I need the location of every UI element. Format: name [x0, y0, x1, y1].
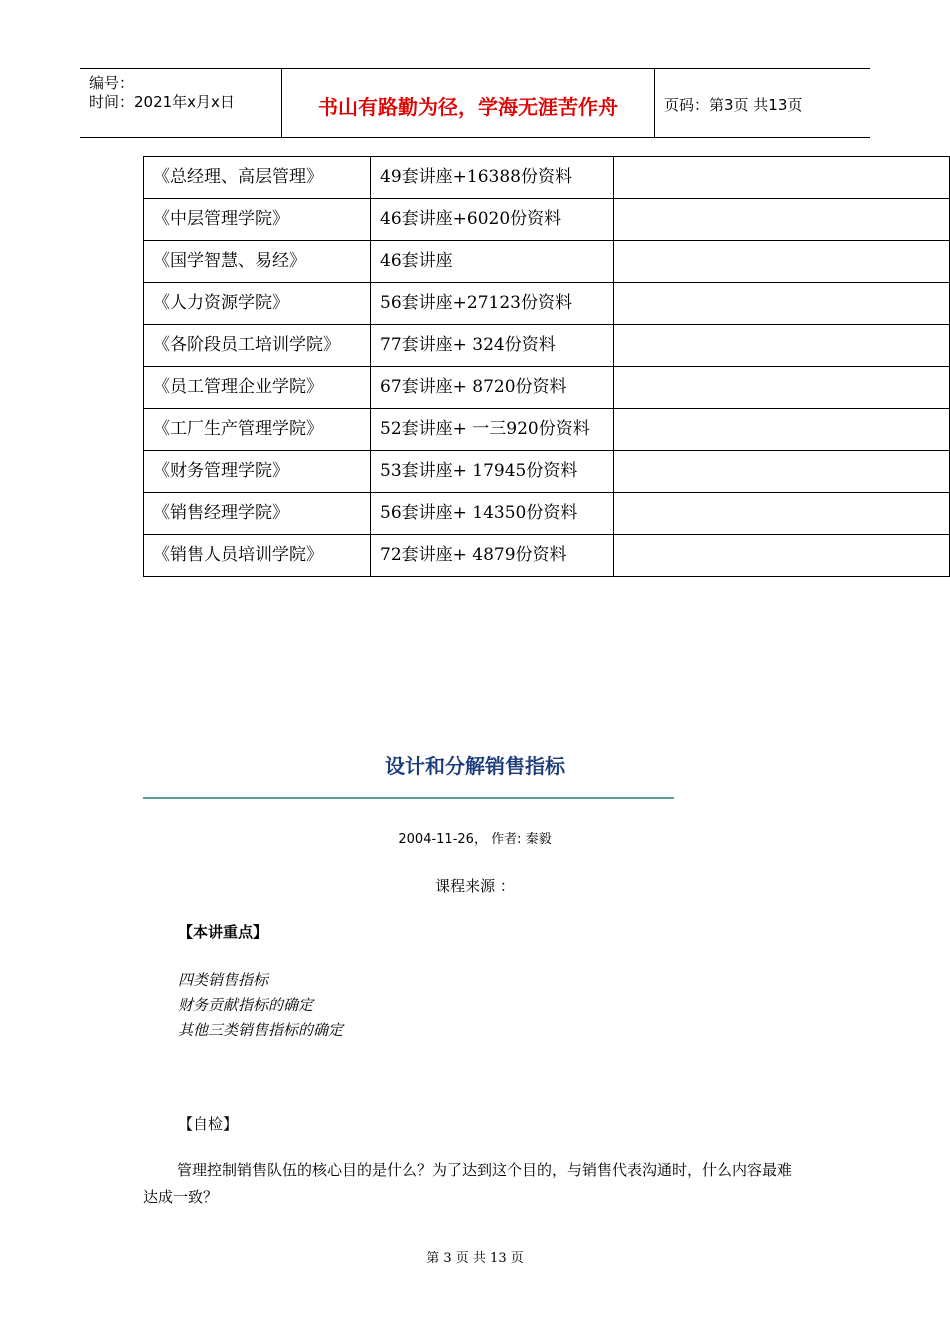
table-cell-name: 《国学智慧、易经》	[144, 241, 371, 283]
table-cell-note	[614, 241, 950, 283]
table-cell-content: 56套讲座+ 14350份资料	[371, 493, 614, 535]
page-footer: 第 3 页 共 13 页	[426, 1251, 524, 1266]
table-cell-note	[614, 199, 950, 241]
header-page-cell	[655, 69, 870, 137]
key-points-heading: 【本讲重点】	[178, 923, 269, 941]
key-point: 财务贡献指标的确定	[178, 996, 314, 1014]
table-cell-content: 49套讲座+16388份资料	[371, 157, 614, 199]
table-cell-name: 《中层管理学院》	[144, 199, 371, 241]
title-divider	[143, 797, 674, 799]
table-cell-name: 《人力资源学院》	[144, 283, 371, 325]
table-cell-name: 《财务管理学院》	[144, 451, 371, 493]
table-cell-note	[614, 451, 950, 493]
self-check-heading: 【自检】	[178, 1115, 239, 1133]
header-motto-cell	[282, 69, 655, 137]
table-row	[144, 283, 950, 325]
page-info: 页码：第3页 共13页	[664, 96, 803, 114]
header-info-cell	[80, 69, 282, 137]
table-row	[144, 199, 950, 241]
table-cell-content: 46套讲座	[371, 241, 614, 283]
table-cell-note	[614, 493, 950, 535]
key-points-list	[178, 968, 343, 1043]
time-label: 时间：2021年x月x日	[89, 93, 235, 111]
table-cell-content: 52套讲座+ 一三920份资料	[371, 409, 614, 451]
key-point: 其他三类销售指标的确定	[178, 1021, 344, 1039]
table-cell-content: 56套讲座+27123份资料	[371, 283, 614, 325]
table-cell-note	[614, 409, 950, 451]
table-cell-note	[614, 325, 950, 367]
table-cell-content: 67套讲座+ 8720份资料	[371, 367, 614, 409]
table-row	[144, 409, 950, 451]
table-cell-name: 《员工管理企业学院》	[144, 367, 371, 409]
serial-label: 编号：	[89, 74, 135, 92]
table-cell-content: 46套讲座+6020份资料	[371, 199, 614, 241]
table-row	[144, 325, 950, 367]
table-cell-content: 77套讲座+ 324份资料	[371, 325, 614, 367]
key-point: 四类销售指标	[178, 971, 269, 989]
table-row	[144, 367, 950, 409]
table-cell-note	[614, 157, 950, 199]
table-cell-name: 《工厂生产管理学院》	[144, 409, 371, 451]
table-row	[144, 451, 950, 493]
course-source: 课程来源 ：	[435, 877, 515, 895]
table-row	[144, 535, 950, 577]
table-row	[144, 157, 950, 199]
table-cell-note	[614, 535, 950, 577]
table-row	[144, 493, 950, 535]
page-header	[80, 68, 870, 138]
table-cell-name: 《总经理、高层管理》	[144, 157, 371, 199]
table-cell-name: 《各阶段员工培训学院》	[144, 325, 371, 367]
motto: 书山有路勤为径，学海无涯苦作舟	[318, 95, 618, 119]
table-cell-content: 72套讲座+ 4879份资料	[371, 535, 614, 577]
article-meta: 2004-11-26， 作者: 秦毅	[398, 832, 552, 847]
table-row	[144, 241, 950, 283]
table-cell-name: 《销售经理学院》	[144, 493, 371, 535]
table-cell-name: 《销售人员培训学院》	[144, 535, 371, 577]
self-check-paragraph: 管理控制销售队伍的核心目的是什么？为了达到这个目的，与销售代表沟通时，什么内容最难达成一致？	[143, 1161, 793, 1206]
article-title: 设计和分解销售指标	[385, 754, 565, 778]
table-cell-content: 53套讲座+ 17945份资料	[371, 451, 614, 493]
table-cell-note	[614, 283, 950, 325]
resource-table	[143, 156, 950, 577]
table-cell-note	[614, 367, 950, 409]
